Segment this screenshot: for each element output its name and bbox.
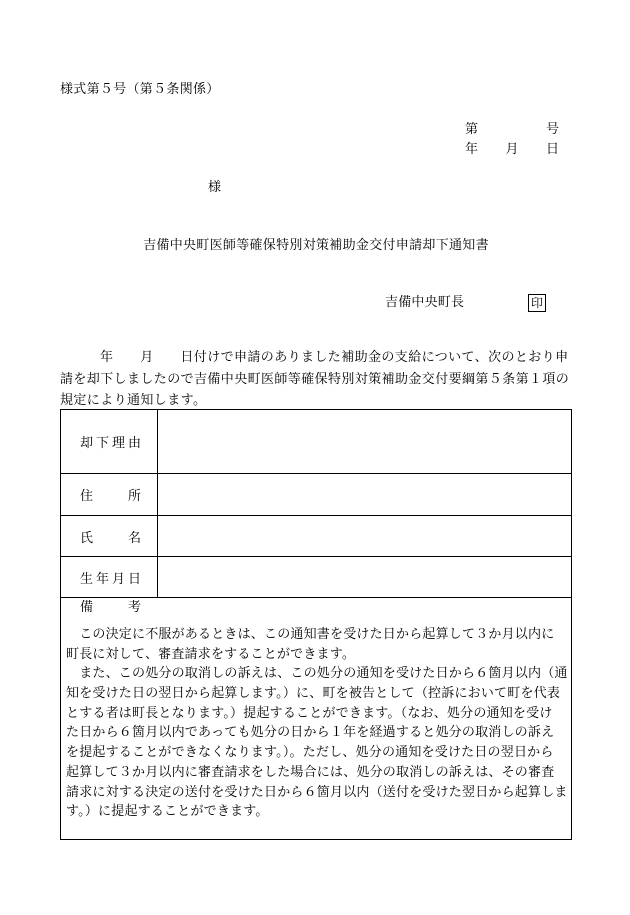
birth-date-label: 生年月日 (61, 557, 158, 597)
notes-section (61, 598, 571, 839)
notes-line: とする者は町長となります。）提起することができます。（なお、処分の通知を受け (66, 705, 553, 721)
rejection-reason-label: 却下理由 (61, 410, 158, 473)
birth-date-value (158, 557, 571, 597)
notes-line: を提起することができなくなります。）。ただし、処分の通知を受けた日の翌日から (66, 745, 554, 761)
document-title: 吉備中央町医師等確保特別対策補助金交付申請却下通知書 (143, 238, 489, 253)
address-value (158, 474, 571, 515)
address-label: 住 所 (61, 474, 158, 515)
name-value (158, 516, 571, 556)
notes-line: 請求に対する決定の送付を受けた日から６箇月以内（送付を受けた翌日から起算しま (66, 784, 568, 800)
sender-name: 吉備中央町長 (385, 295, 465, 310)
name-label: 氏 名 (61, 516, 158, 556)
notes-line: 知を受けた日の翌日から起算します。）に、町を被告として（控訴において町を代表 (66, 686, 561, 702)
notes-text (61, 625, 571, 822)
table-row-birth-date (61, 557, 571, 598)
notice-body-line: 規定により通知します。 (60, 393, 207, 408)
notes-line: 起算して３か月以内に審査請求をした場合には、処分の取消しの訴えは、その審査 (66, 764, 555, 780)
seal-stamp: 印 (528, 294, 546, 312)
notes-line: 町長に対して、審査請求をすることができます。 (66, 646, 356, 662)
notes-line: た日から６箇月以内であっても処分の日から１年を経過すると処分の取消しの訴え (66, 725, 555, 741)
document-number-line: 第 号 (465, 122, 560, 137)
table-row-name (61, 516, 571, 557)
notice-table (60, 409, 572, 840)
notes-line: す。）に提起することができます。 (66, 804, 269, 820)
table-row-address (61, 474, 571, 516)
table-row-rejection-reason (61, 410, 571, 474)
form-number: 様式第５号（第５条関係） (60, 82, 220, 97)
notice-body-line: 年 月 日付けで申請のありました補助金の支給について、次のとおり申 (100, 350, 569, 365)
addressee-honorific: 様 (208, 180, 222, 195)
rejection-reason-value (158, 410, 571, 473)
document-date-line: 年 月 日 (465, 142, 560, 157)
notes-line: この決定に不服があるときは、この通知書を受けた日から起算して３か月以内に (79, 627, 555, 642)
notice-body (60, 347, 572, 412)
notes-line: また、この処分の取消しの訴えは、この処分の通知を受けた日から６箇月以内（通 (79, 666, 568, 682)
notice-body-line: 請を却下しましたので吉備中央町医師等確保特別対策補助金交付要綱第５条第１項の (60, 371, 570, 387)
notes-label: 備 考 (80, 600, 145, 615)
